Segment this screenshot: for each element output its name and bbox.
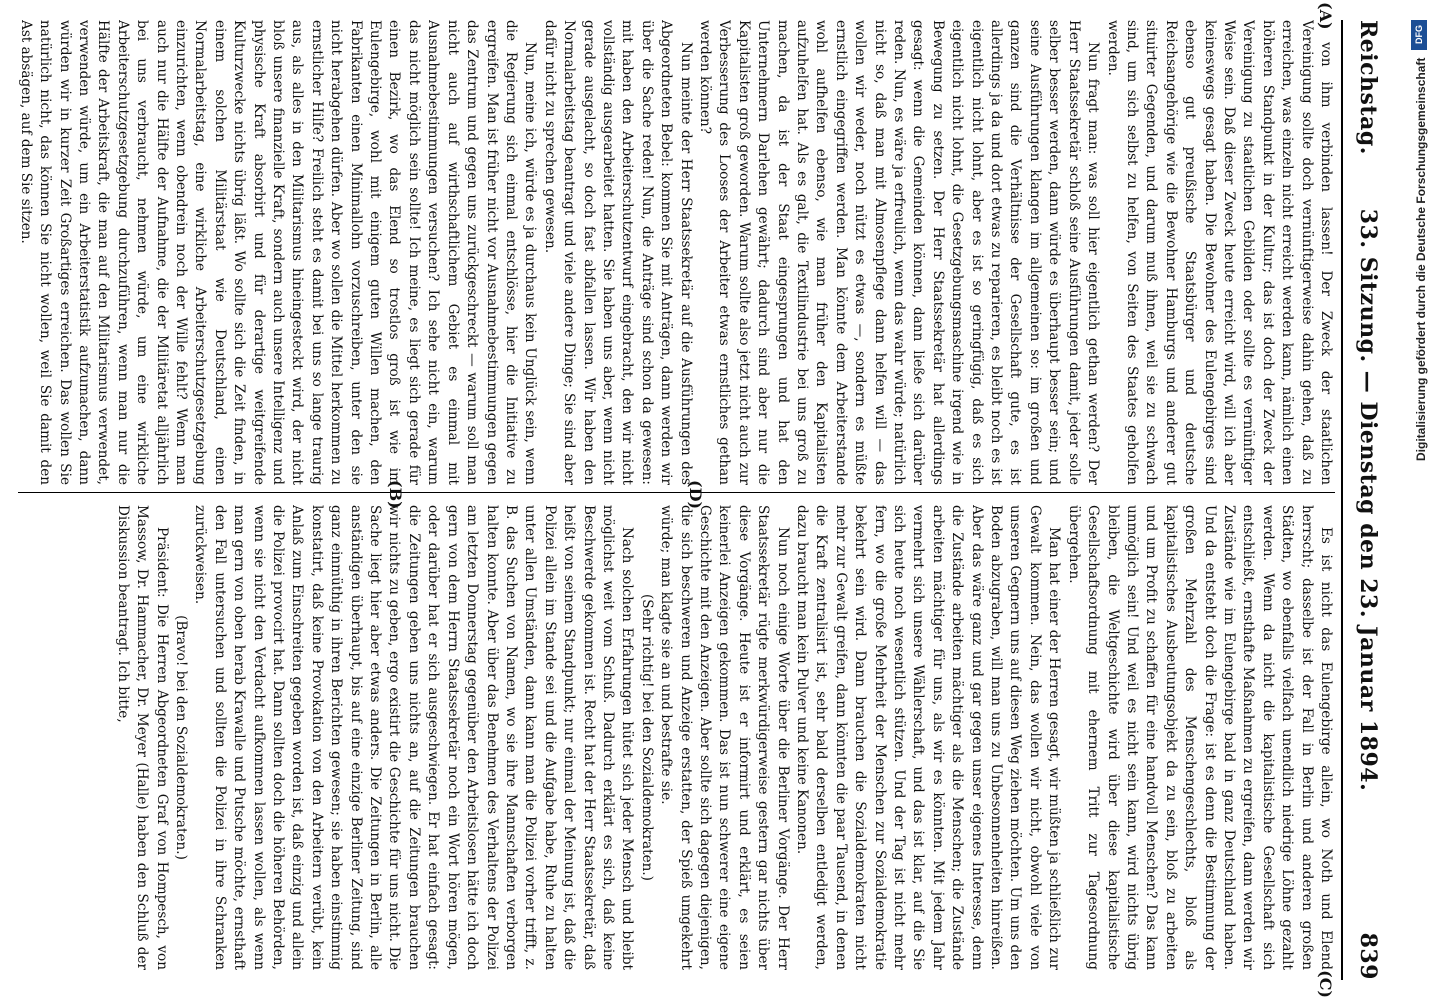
digitization-sidebar [1406,8,1432,992]
dfg-logo: DFG [1411,20,1427,50]
paragraph: Man hat einer der Herren gesagt, wir müßten ja schließlich zur Gewalt kommen. Nein, das wollen wir nicht, obwohl viele von unseren Gegnern uns auf diesen Weg ziehen möchten. Um uns den Boden abzugraben, will man uns zu Unbesonnenheiten hinreißen. Aber das wäre ganz und gar gegen unser eigenes Interesse, denn die Zustände arbeiten mächtiger als die Menschen; die Zustände arbeiten mächtiger für uns, als wir es könnten. Mit jedem Jahr vermehrt sich unsere Wählerschaft, und das ist klar, auf die Sie sich heute noch wesentlich stützen. Und der Tag ist nicht mehr fern, wo die große Mehrheit der Menschen zur Sozialdemokratie bekehrt sein wird. Dann brauchen die Sozialdemokraten nicht mehr zur Gewalt greifen, dann könnten die paar Tausend, in denen die Kraft zentralisirt ist, sehr bald derselben entledigt werden, dazu braucht man kein Pulver und keine Kanonen. [794,505,1063,970]
margin-marker-d: (D) [686,480,705,510]
margin-marker-c: (C) [1316,970,1335,998]
paragraph: Nach solchen Erfahrungen hütet sich jeder Mensch und bleibt möglichst weit vom Schuß. Dadurch erklärt es sich, daß keine Beschwerde gekommen ist. Recht hat der Herr Staatssekretär, daß heißt von seinem Standpunkt; nur einmal der Meinung ist, daß die Polizei allein im Stande sei und die Aufgabe habe, Ruhe zu halten unter allen Umständen, dann kann man die Polizei vorher trifft, z. B. das Suchen von Namen, wo sie ihre Mannschaften verborgen halten konnte. Aber über das Benehmen des Verhaltens der Polizei am letzten Donnerstag gegenüber den Arbeitslosen hätte ich doch gern von dem Herrn Staatssekretär noch ein Wort hören mögen, oder darüber hat er sich ausgeschwiegen. Er hat einfach gesagt: die Zeitungen geben uns nichts an, auf die Zeitungen brauchen wir nichts zu geben, ergo existirt die Geschichte für uns nicht. Die Sache liegt hier aber etwas anders. Die Zeitungen in Berlin, alle anständigen überhaupt, bis auf eine einzige Berliner Zeitung, sind ganz einmüthig in ihren Berichten gewesen; sie haben einstimmig konstatirt, daß keine Provokation von den Arbeitern verübt, kein Anlaß zum Einschreiten gegeben worden ist, daß einzig und allein die Polizei provocirt hat. Dann sollten doch die höheren Behörden, wenn sie nicht den Verdacht aufkommen lassen wollen, als wenn man gern von oben herab Krawalle und Putsche möchte, ernsthaft den Fall untersuchen und sollten die Polizei in ihre Schranken zurückweisen. [192,505,636,970]
column-divider [18,492,1335,493]
page-number: 839 [1355,932,1381,980]
right-column [18,505,1335,970]
header-left: Reichstag. [1355,20,1381,155]
paragraph: Präsident: Die Herren Abgeordneten Graf von Hompesch, von Massow, Dr. Hammacher, Dr. Meyer (Halle) haben den Schluß der Diskussion beantragt. Ich bitte, [114,505,170,970]
paragraph: Es ist nicht das Eulengebirge allein, wo Noth und Elend herrscht; dasselbe ist der Fall in Berlin und anderen großen Städten, wo ebenfalls vielfach unendlich niedrige Löhne gezahlt werden. Wenn da nicht die kapitalistische Gesellschaft sich entschließt, ernsthafte Maßnahmen zu ergreifen, dann werden wir Zustände wie im Eulengebirge bald in ganz Deutschland haben. Und da entsteht doch die Frage: ist es denn die Bestimmung der großen Mehrzahl des Menschengeschlechts, bloß als kapitalistisches Ausbeutungsobjekt da zu sein, bloß zu arbeiten und um Profit zu schaffen für eine handvoll Menschen? Das kann unmöglich sein! Und weil es nicht sein kann, wird nichts übrig bleiben, die Weltgeschichte wird über diese kapitalistische Gesellschaftsordnung mit ehernem Tritt zur Tagesordnung übergehen. [1065,505,1334,970]
paragraph: Nun fragt man: was soll hier eigentlich gethan werden? Der Herr Staatssekretär schloß seine Ausführungen damit, jeder solle selber besser werden, dann würde es überhaupt besser sein; und seine Ausführungen klangen im allgemeinen so: im großen und ganzen sind die Verhältnisse der Gesellschaft gute, es ist allerdings ja da und dort etwas zu reparieren, es bleibt noch es ist eigentlich nicht lohnt, aber es ist so geringfügig, daß es sich eigentlich nicht lohnt, die Gesetzgebungsmaschine irgend wie in Bewegung zu setzen. Der Herr Staatssekretär hat allerdings gesagt: wenn die Gemeinden können, dann ließe sich darüber reden. Nun, es wäre ja erfreulich, wenn das wahr würde; natürlich nicht so, daß man mit Almosenpflege dann helfen will — das wollen wir weder, noch nützt es etwas —, sondern es müßte ernstlich eingegriffen werden. Man könnte dem Arbeiterstande wohl aufhelfen ebenso, wie man früher den Kapitalisten aufzuhelfen hat. Als es galt, die Textilindustrie bei uns groß zu machen, da ist der Staat eingesprungen und hat den Unternehmern Darlehen gewährt; dadurch sind aber nur die Kapitalisten groß geworden. Warum sollte also jetzt nicht auch zur Verbesserung des Looses der Arbeiter etwas ernstliches gethan werden können? [697,20,1102,485]
header-center: 33. Sitzung. — Dienstag den 23. Januar 1894. [1355,208,1381,792]
paragraph: von ihm verbinden lassen! Der Zweck der staatlichen Vereinigung sollte doch vernünftigerweise dahin gehen, daß zu erreichen, was einzeln nicht erreicht werden kann, nämlich einen höheren Standpunkt in der Kultur; das ist doch der Zweck der Vereinigung zu staatlichen Gebilden oder sollte es vernünftiger Weise sein. Daß dieser Zweck heute erreicht wird, will ich aber keineswegs gesagt haben. Die Bewohner des Eulengebirges sind ebenso gut preußische Staatsbürger und deutsche Reichsangehörige wie die Bewohner Hamburgs und anderer gut situirter Gegenden, und darum muß ihnen, weil sie zu schwach sind, um sich selbst zu helfen, von Seiten des Staates geholfen werden. [1104,20,1334,485]
paragraph: Nun, meine ich, würde es ja durchaus kein Unglück sein, wenn die Regierung sich einmal entschlösse, hier die Initiative zu ergreifen. Man ist früher nicht vor Ausnahmebestimmungen gegen das Zentrum und gegen uns zurückgeschreckt — warum soll man nicht auch auf wirthschaftlichem Gebiet es einmal mit Ausnahmebestimmungen versuchen? Ich sehe nicht ein, warum das nicht möglich sein sollte! Ich meine, es liegt sich gerade für einen Bezirk, wo das Elend so trostlos groß ist wie im Eulengebirge, wohl mit einigem guten Willen machen, den Fabrikanten einen Minimallohn vorzuschreiben, unter den sie nicht herabgehen dürfen. Aber wo sollen die Mittel herkommen zu ernstlicher Hilfe? Freilich steht es damit bei uns so lange traurig aus, als alles in den Militarismus hineingesteckt wird, der nicht bloß unsere finanzielle Kraft, sondern auch unsere Intelligenz und physische Kraft absorbirt und für derartige weitgreifende Kulturzwecke nichts übrig läßt. Wo sollte sich die Zeit finden, in einem solchen Militärstaat wie Deutschland, einen Normalarbeitstag, eine wirkliche Arbeiterschutzgesetzgebung einzurichten, wenn obendrein noch der Wille fehlt? Wenn man auch nur die Hälfte der Aufnahme, die der Militäretat alljährlich bei uns verbraucht, nehmen würde, um eine wirkliche Arbeiterschutzgesetzgebung durchzuführen, wenn man nur die Hälfte der Arbeitskraft, die man auf den Militarismus verwendet, verwenden würde, um ein Arbeiterstatistik aufzumachen, dann würden wir in kurzer Zeit Großartiges erreichen. Das wollen Sie natürlich nicht, das können Sie nicht wollen, weil Sie damit den Ast absägen, auf dem Sie sitzen. [18,20,539,485]
paragraph: Nun noch einige Worte über die Berliner Vorgänge. Der Herr Staatssekretär rügte merkwürdigerweise gestern gar nichts über diese Vorgänge. Heute ist er informirt und erklärt, es seien keinerlei Anzeigen gekommen. Das ist nun schwerer eine eigene Geschichte mit den Anzeigen. Aber sollte sich dagegen diejenigen, die sich beschweren und Anzeige erstatten, der Spieß umgekehrt würde; man klagte sie an und bestrafte sie. [658,505,791,970]
margin-marker-b: (B) [386,480,405,509]
left-column [18,20,1335,485]
interjection: (Bravo! bei den Sozialdemokraten.) [173,615,190,860]
margin-marker-a: (A) [1316,2,1335,30]
page-header [1349,20,1385,980]
digitization-credit: Digitalisierung gefördert durch die Deutsche Forschungsgemeinschaft [1414,58,1428,462]
paragraph: Nun meinte der Herr Staatssekretär auf die Ausführungen des Abgeordneten Bebel: kommen Sie mit Anträgen, dann werden wir über die Sache reden! Nun, die Anträge sind schon da gewesen: mit haben den Arbeiterschutzentwurf eingebracht, den wir nicht vollständig ausgearbeitet hatten. Sie haben uns aber, wenn nicht gerade ausgelacht, so doch fast abfallen lassen. Wir haben den Normalarbeitstag beantragt und viele andere Dinge; Sie sind aber dafür nicht zu sprechen gewesen. [541,20,694,485]
interjection: (Sehr richtig! bei den Sozialdemokraten.) [638,594,655,881]
header-rule [1341,20,1343,980]
